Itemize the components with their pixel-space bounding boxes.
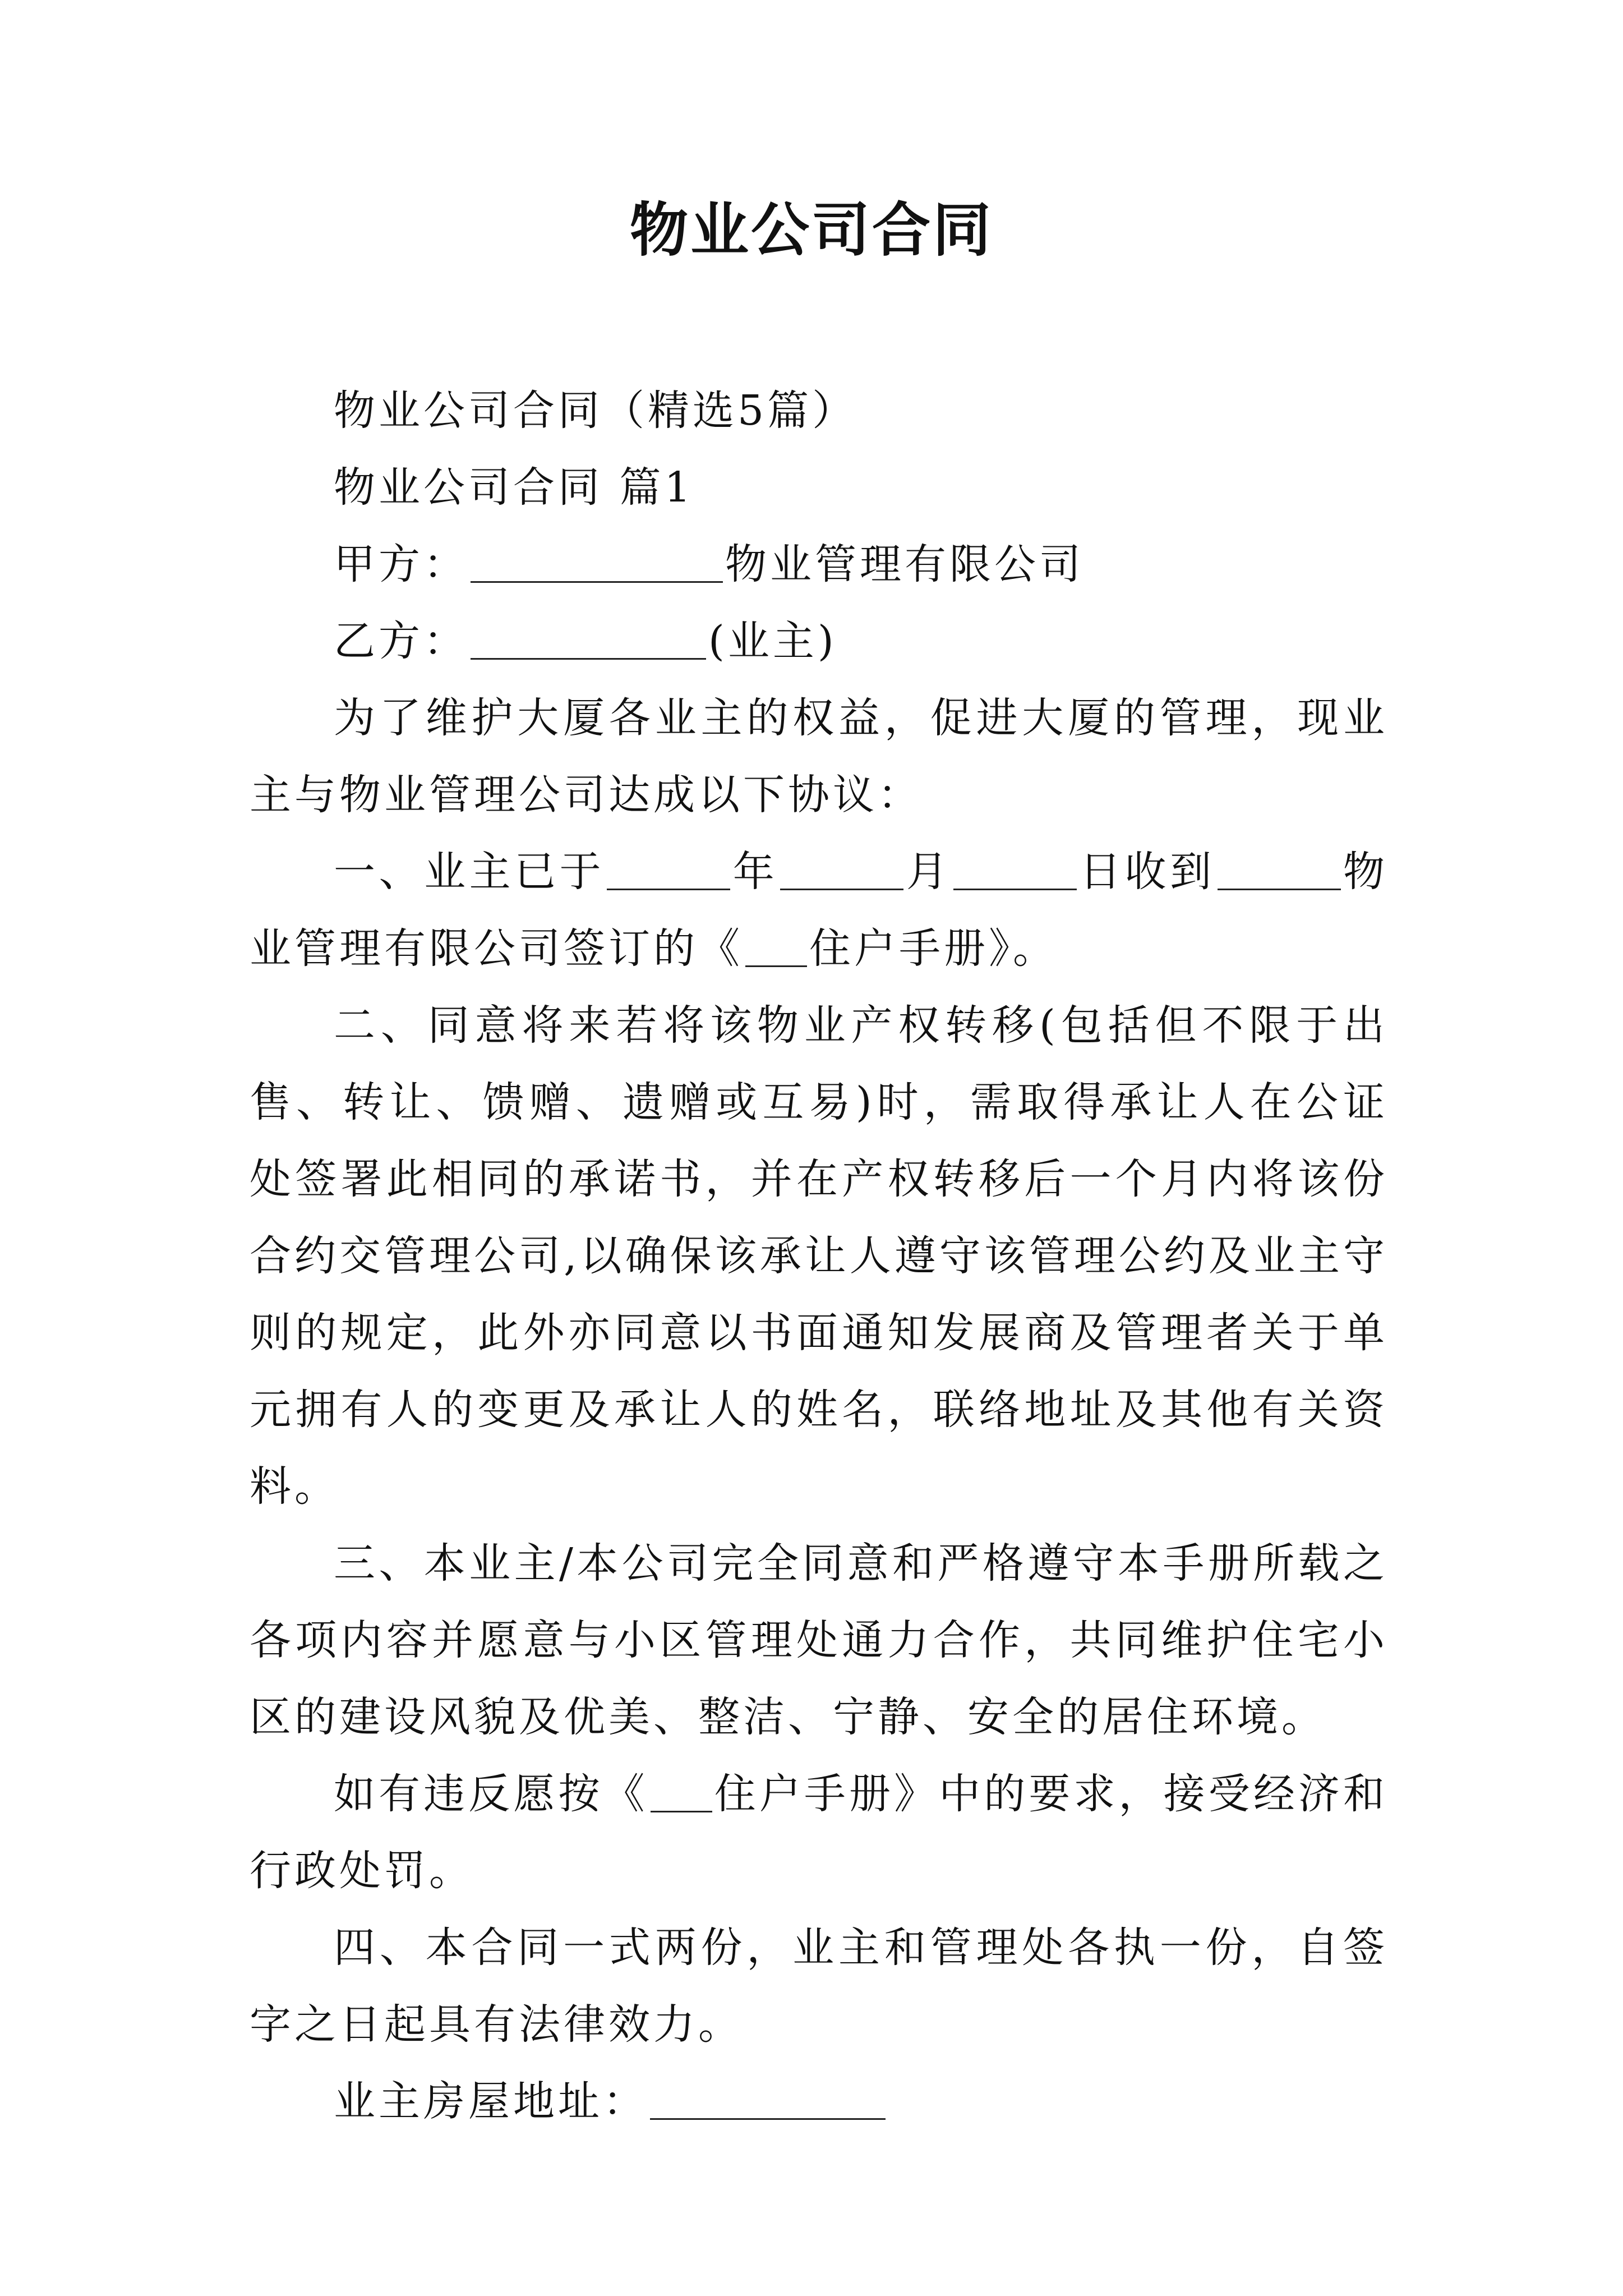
- intro-paragraph: 为了维护大厦各业主的权益，促进大厦的管理，现业主与物业管理公司达成以下协议：: [250, 694, 1388, 819]
- party-b-line: [250, 603, 1388, 680]
- party-a-line: [250, 526, 1388, 603]
- violation-handbook-blank: [651, 1769, 712, 1812]
- clause-3: 三、本业主/本公司完全同意和严格遵守本手册所载之各项内容并愿意与小区管理处通力合作，共同维护住宅小区的建设风貌及优美、整洁、宁静、安全的居住环境。: [250, 1539, 1388, 1741]
- party-a-label: 甲方：: [334, 540, 468, 588]
- section-heading: 物业公司合同 篇1: [334, 463, 694, 512]
- address-line: [250, 2063, 1388, 2140]
- clause-1-end: 住户手册》。: [809, 924, 1058, 973]
- clause-1-month: 月: [906, 848, 952, 896]
- clause-1-year: 年: [732, 848, 778, 896]
- violation-suffix: 住户手册》中的要求，接受经济和行政处罚。: [250, 1770, 1389, 1895]
- address-label: 业主房屋地址：: [334, 2077, 648, 2125]
- handbook-blank: [745, 924, 807, 967]
- clause-1-mid: 物业管理有限公司签订的《: [250, 848, 1389, 973]
- subtitle: 物业公司合同（精选5篇）: [334, 386, 857, 435]
- day-blank: [953, 847, 1077, 890]
- document-title: 物业公司合同: [629, 195, 993, 264]
- violation-prefix: 如有违反愿按《: [334, 1770, 648, 1818]
- clause-1-day: 日收到: [1079, 848, 1215, 896]
- violation-paragraph: [250, 1756, 1388, 1910]
- party-b-label: 乙方：: [334, 617, 468, 665]
- company-blank: [1218, 847, 1341, 890]
- party-a-blank: [471, 540, 723, 583]
- party-b-blank: [471, 616, 706, 660]
- clause-1: [250, 834, 1388, 987]
- month-blank: [780, 847, 903, 890]
- year-blank: [607, 847, 730, 890]
- address-blank: [650, 2077, 886, 2120]
- clause-4: 四、本合同一式两份，业主和管理处各执一份，自签字之日起具有法律效力。: [250, 1924, 1388, 2049]
- party-b-suffix: (业主): [708, 617, 837, 665]
- clause-2: 二、同意将来若将该物业产权转移(包括但不限于出售、转让、馈赠、遗赠或互易)时，需取得承让人在公证处签署此相同的承诺书，并在产权转移后一个月内将该份合约交管理公司,以确保该承让人遵守该管理公约及业主守则的规定，此外亦同意以书面通知发展商及管理者关于单元拥有人的变更及承让人的姓名，联络地址及其他有关资料。: [250, 1001, 1388, 1511]
- party-a-suffix: 物业管理有限公司: [725, 540, 1084, 588]
- clause-1-prefix: 一、业主已于: [334, 848, 605, 896]
- document-body: [250, 372, 1388, 2140]
